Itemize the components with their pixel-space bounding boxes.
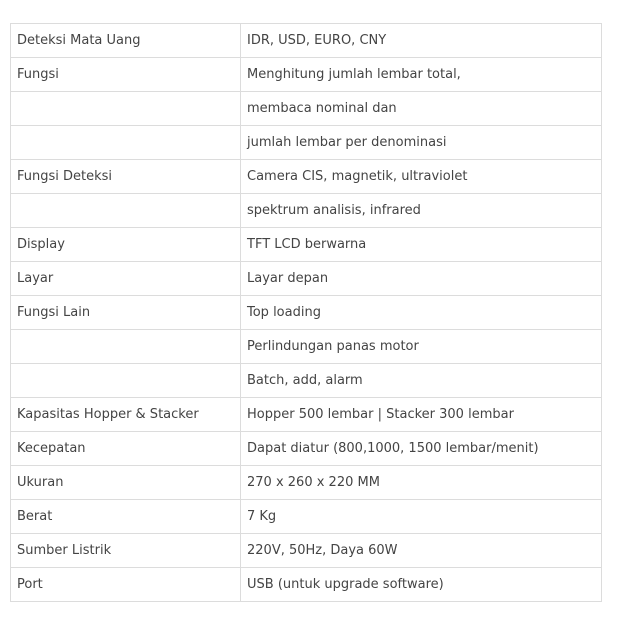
spec-label: Ukuran <box>11 466 241 500</box>
spec-value: Top loading <box>241 296 602 330</box>
table-row <box>11 58 602 92</box>
spec-label: Fungsi Deteksi <box>11 160 241 194</box>
table-row <box>11 160 602 194</box>
spec-label: Sumber Listrik <box>11 534 241 568</box>
spec-label: Kecepatan <box>11 432 241 466</box>
spec-value: Dapat diatur (800,1000, 1500 lembar/menit) <box>241 432 602 466</box>
table-row <box>11 194 602 228</box>
spec-value: 270 x 260 x 220 MM <box>241 466 602 500</box>
table-row <box>11 24 602 58</box>
spec-value: IDR, USD, EURO, CNY <box>241 24 602 58</box>
table-row <box>11 330 602 364</box>
spec-label: Kapasitas Hopper & Stacker <box>11 398 241 432</box>
spec-value: Menghitung jumlah lembar total, <box>241 58 602 92</box>
spec-table <box>10 23 602 602</box>
table-row <box>11 568 602 602</box>
spec-label <box>11 330 241 364</box>
spec-table-body <box>11 24 602 602</box>
spec-value: Hopper 500 lembar | Stacker 300 lembar <box>241 398 602 432</box>
spec-value: jumlah lembar per denominasi <box>241 126 602 160</box>
table-row <box>11 534 602 568</box>
spec-value: 7 Kg <box>241 500 602 534</box>
table-row <box>11 432 602 466</box>
spec-value: Camera CIS, magnetik, ultraviolet <box>241 160 602 194</box>
spec-label: Fungsi <box>11 58 241 92</box>
spec-label: Deteksi Mata Uang <box>11 24 241 58</box>
spec-value: TFT LCD berwarna <box>241 228 602 262</box>
spec-label: Layar <box>11 262 241 296</box>
table-row <box>11 296 602 330</box>
spec-value: Batch, add, alarm <box>241 364 602 398</box>
table-row <box>11 126 602 160</box>
table-row <box>11 466 602 500</box>
spec-label: Port <box>11 568 241 602</box>
spec-label: Berat <box>11 500 241 534</box>
spec-value: spektrum analisis, infrared <box>241 194 602 228</box>
table-row <box>11 398 602 432</box>
table-row <box>11 262 602 296</box>
spec-value: 220V, 50Hz, Daya 60W <box>241 534 602 568</box>
spec-label <box>11 126 241 160</box>
spec-label <box>11 364 241 398</box>
spec-label <box>11 92 241 126</box>
table-row <box>11 92 602 126</box>
spec-label: Display <box>11 228 241 262</box>
table-row <box>11 228 602 262</box>
spec-label: Fungsi Lain <box>11 296 241 330</box>
table-row <box>11 500 602 534</box>
spec-value: Layar depan <box>241 262 602 296</box>
table-row <box>11 364 602 398</box>
spec-label <box>11 194 241 228</box>
spec-value: membaca nominal dan <box>241 92 602 126</box>
spec-value: Perlindungan panas motor <box>241 330 602 364</box>
spec-value: USB (untuk upgrade software) <box>241 568 602 602</box>
